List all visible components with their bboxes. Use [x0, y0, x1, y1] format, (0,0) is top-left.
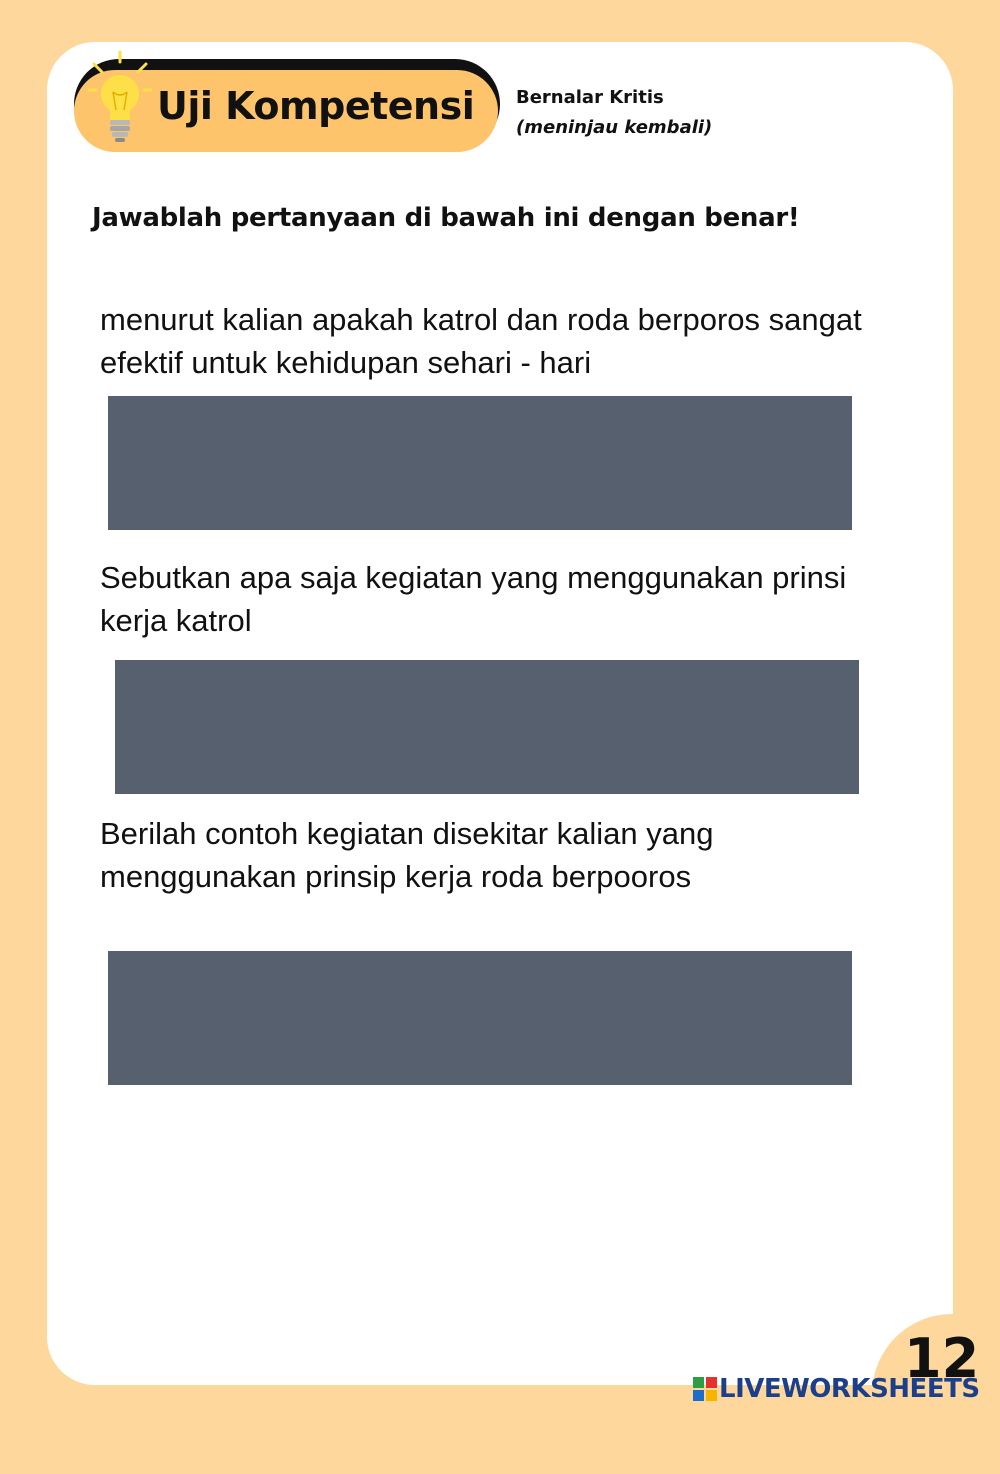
question-3: Berilah contoh kegiatan disekitar kalian yang menggunakan prinsip kerja roda berpooros: [100, 816, 714, 894]
answer-box-2[interactable]: [115, 660, 859, 794]
question-2: Sebutkan apa saja kegiatan yang menggunakan prinsi kerja katrol: [100, 560, 847, 638]
instruction-text: Jawablah pertanyaan di bawah ini dengan benar!: [92, 203, 800, 233]
lightbulb-icon: [88, 50, 152, 146]
subtitle-bernalar-kritis: Bernalar Kritis: [516, 87, 664, 108]
badge-title: Uji Kompetensi: [157, 84, 475, 128]
subtitle-meninjau-kembali: (meninjau kembali): [516, 117, 713, 138]
answer-box-1[interactable]: [108, 396, 852, 530]
question-1: menurut kalian apakah katrol dan roda berporos sangat efektif untuk kehidupan sehari - hari: [100, 302, 862, 380]
answer-box-3[interactable]: [108, 951, 852, 1085]
liveworksheets-logo[interactable]: [693, 1376, 980, 1402]
liveworksheets-grid-icon: [693, 1377, 717, 1401]
page-number: 12: [904, 1327, 980, 1390]
liveworksheets-brand: LIVEWORKSHEETS: [719, 1374, 980, 1404]
